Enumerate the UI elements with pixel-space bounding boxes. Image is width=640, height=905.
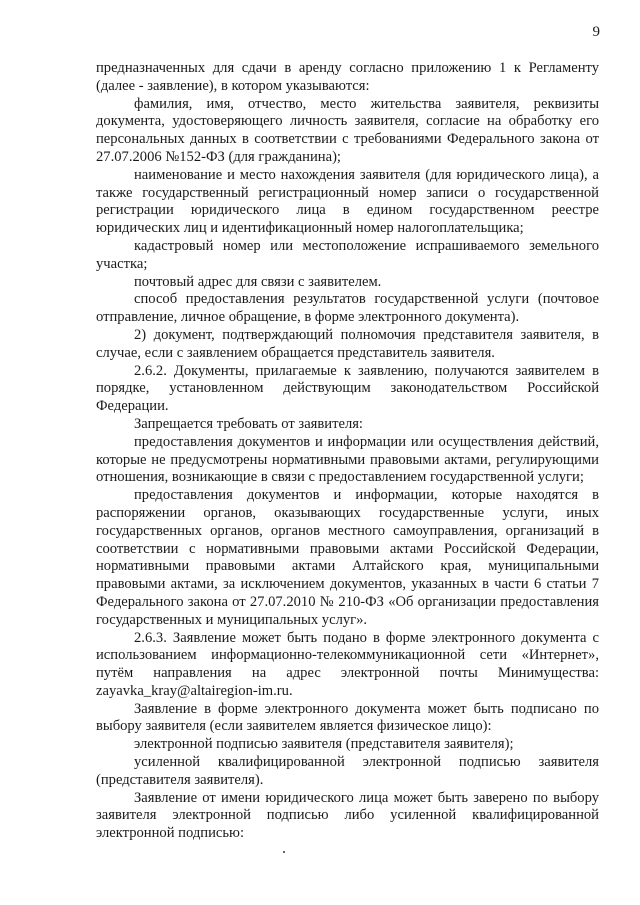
paragraph: способ предоставления результатов государственной услуги (почтовое отправление, личное обращение, в форме электронного документа). [96, 291, 599, 326]
paragraph: 2) документ, подтверждающий полномочия представителя заявителя, в случае, если с заявлением обращается представитель заявителя. [96, 326, 599, 361]
paragraph: предоставления документов и информации, которые находятся в распоряжении органов, оказывающих государственные услуги, иных государственных органов, органов местного самоуправления, организаций в соответствии с нормативными правовыми актами Российской Федерации, нормативными правовыми актами Алтайского края, муниципальными правовыми актами, за исключением документов, указанных в части 6 статьи 7 Федерального закона от 27.07.2010 № 210-ФЗ «Об организации предоставления государственных и муниципальных услуг». [96, 487, 599, 628]
paragraph: Заявление от имени юридического лица может быть заверено по выбору заявителя электронной подписью либо усиленной квалифицированной электронной подписью: [96, 789, 599, 842]
paragraph: 2.6.2. Документы, прилагаемые к заявлению, получаются заявителем в порядке, установленном действующим законодательством Российской Федерации. [96, 362, 599, 415]
paragraph: Запрещается требовать от заявителя: [134, 415, 363, 432]
scan-speck [283, 851, 285, 853]
paragraph: усиленной квалифицированной электронной подписью заявителя (представителя заявителя). [96, 754, 599, 788]
paragraph: наименование и место нахождения заявителя (для юридического лица), а также государственный регистрационный номер записи о государственной регистрации юридического лица в едином государственном реестре юридических лиц и идентификационный номер налогоплательщика; [96, 166, 599, 237]
paragraph: электронной подписью заявителя (представителя заявителя); [134, 736, 514, 753]
page-number: 9 [592, 24, 600, 40]
paragraph: 2.6.3. Заявление может быть подано в форме электронного документа с использованием информационно-телекоммуникационной сети «Интернет», путём направления на адрес электронной почты Минимущества: zayavka_kray@altairegion-im.ru. [96, 629, 599, 699]
paragraph: Заявление в форме электронного документа может быть подписано по выбору заявителя (если заявителем является физическое лицо): [96, 700, 599, 735]
paragraph: предназначенных для сдачи в аренду согласно приложению 1 к Регламенту (далее - заявление), в котором указываются: [96, 60, 599, 94]
paragraph: фамилия, имя, отчество, место жительства заявителя, реквизиты документа, удостоверяющего личность заявителя, согласие на обработку его персональных данных в соответствии с требованиями Федерального закона от 27.07.2006 №152-ФЗ (для гражданина); [96, 95, 599, 165]
paragraph: почтовый адрес для связи с заявителем. [134, 273, 382, 290]
paragraph: предоставления документов и информации или осуществления действий, которые не предусмотрены нормативными правовыми актами, регулирующими отношения, возникающие в связи с предоставлением государственной услуги; [96, 433, 599, 486]
paragraph: кадастровый номер или местоположение испрашиваемого земельного участка; [96, 237, 599, 272]
document-body [96, 60, 599, 843]
